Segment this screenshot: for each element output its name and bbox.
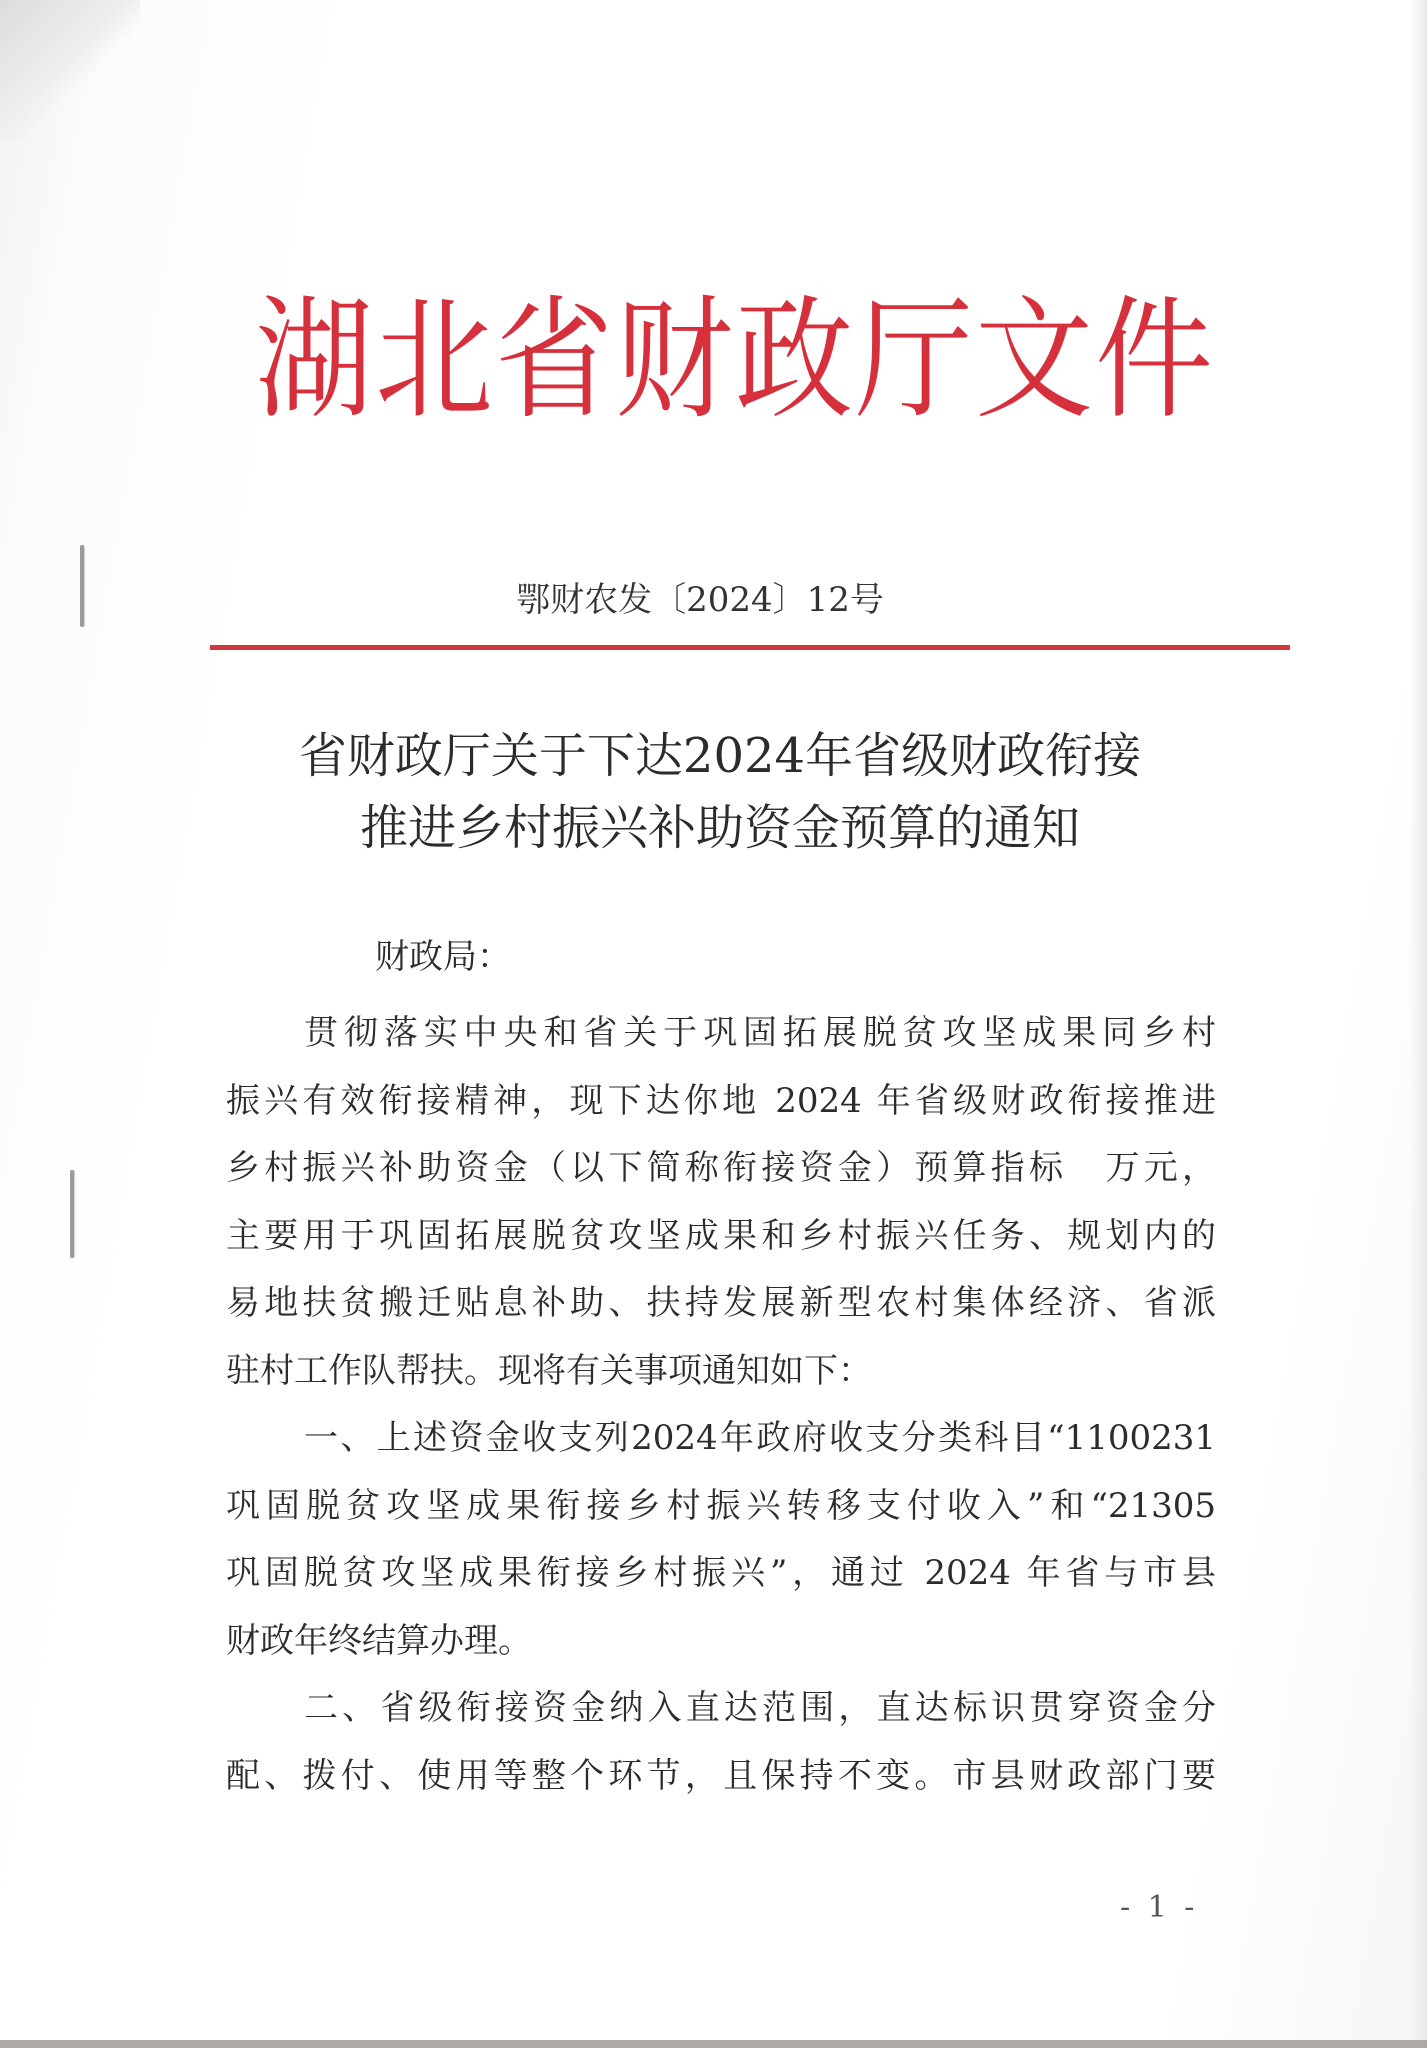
staple-mark-top bbox=[80, 545, 84, 627]
document-number: 鄂财农发〔2024〕12号 bbox=[516, 580, 884, 620]
body-line: 主要用于巩固拓展脱贫攻坚成果和乡村振兴任务、规划内的 bbox=[226, 1215, 1216, 1256]
body-line: 配、拨付、使用等整个环节，且保持不变。市县财政部门要 bbox=[226, 1755, 1216, 1796]
body-line: 巩固脱贫攻坚成果衔接乡村振兴转移支付收入”和“21305 bbox=[226, 1485, 1216, 1526]
body-line: 易地扶贫搬迁贴息补助、扶持发展新型农村集体经济、省派 bbox=[226, 1283, 1216, 1323]
letterhead-title: 湖北省财政厅文件 bbox=[255, 282, 1216, 437]
notice-body bbox=[226, 1000, 1216, 1810]
red-separator-line bbox=[210, 645, 1290, 650]
page-edge-shadow bbox=[1409, 0, 1427, 2040]
body-line: 贯彻落实中央和省关于巩固拓展脱贫攻坚成果同乡村 bbox=[304, 1013, 1216, 1053]
notice-title bbox=[210, 720, 1230, 864]
notice-title-line-2: 推进乡村振兴补助资金预算的通知 bbox=[359, 800, 1080, 856]
body-line: 财政年终结算办理。 bbox=[226, 1620, 532, 1661]
body-line: 驻村工作队帮扶。现将有关事项通知如下： bbox=[226, 1350, 872, 1391]
body-line: 二、省级衔接资金纳入直达范围，直达标识贯穿资金分 bbox=[304, 1688, 1216, 1728]
body-line: 一、上述资金收支列2024年政府收支分类科目“1100231 bbox=[304, 1418, 1216, 1458]
staple-mark-bottom bbox=[70, 1170, 74, 1258]
page-number: - 1 - bbox=[1120, 1890, 1199, 1925]
addressee: 财政局： bbox=[375, 937, 511, 977]
notice-title-line-1: 省财政厅关于下达2024年省级财政衔接 bbox=[298, 728, 1142, 784]
body-line: 巩固脱贫攻坚成果衔接乡村振兴”，通过 2024 年省与市县 bbox=[226, 1553, 1216, 1593]
body-line: 振兴有效衔接精神，现下达你地 2024 年省级财政衔接推进 bbox=[226, 1080, 1216, 1121]
body-line: 乡村振兴补助资金（以下简称衔接资金）预算指标 万元， bbox=[226, 1148, 1216, 1188]
page-fold-shadow bbox=[0, 0, 140, 140]
